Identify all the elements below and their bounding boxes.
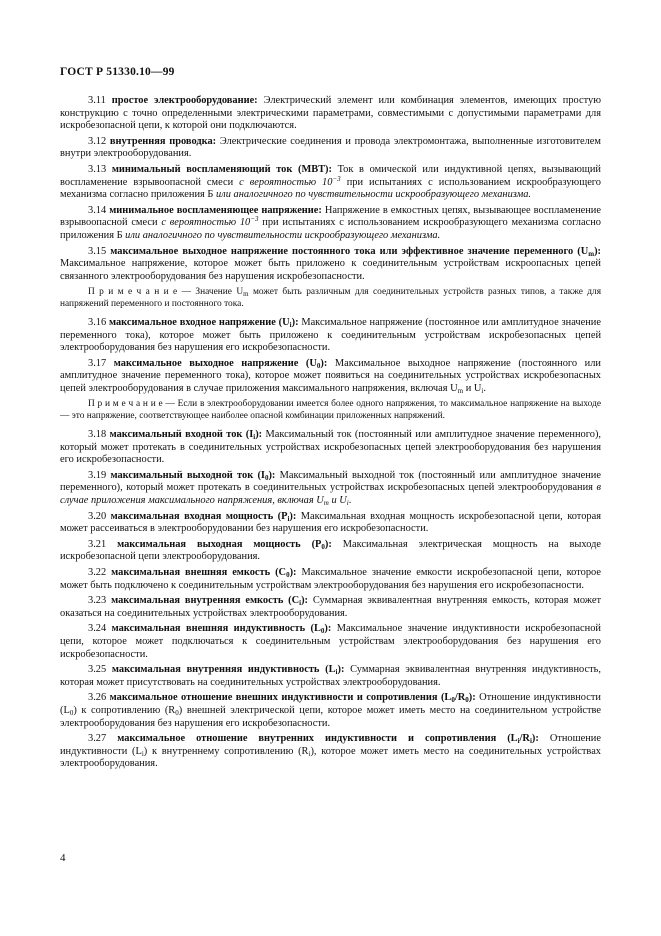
section-3-21: 3.21 максимальная выходная мощность $(P_0)$: Максимальная электрическая мощность на выходе искробезопасной цепи электрооборудования. <box>60 538 601 563</box>
section-3-11: 3.11 простое электрооборудование: Электрический элемент или комбинация элементов, имеющих простую конструкцию с точно определенными электрическими параметрами, совместимыми с допустимыми параметрами для искробезопасной цепи, к которой они подключаются. <box>60 95 601 132</box>
section-3-15: 3.15 максимальное выходное напряжение постоянного тока или эффективное значение переменного $(U_m)$: Максимальное напряжение, которое может быть приложено к соединительным устройствам искроопасных цепей связанного электрооборудования без нарушения искробезопасности. <box>60 245 601 282</box>
section-3-20: 3.20 максимальная входная мощность $(P_i)$: Максимальная входная мощность искробезопасной цепи, которая может рассеиваться в электрооборудовании без нарушения его искробезопасности. <box>60 510 601 535</box>
section-3-22: 3.22 максимальная внешняя емкость $(C_0)$: Максимальное значение емкости искробезопасной цепи, которое может быть подключено к соединительным устройствам электрооборудования без нарушения его искробезопасности. <box>60 567 601 591</box>
section-3-26: 3.26 максимальное отношение внешних индуктивности и сопротивления $(L_0/R_0)$: Отношение индуктивности $(L_0)$ к сопротивлению $(R_0)$ внешней электрической цепи, которое может иметь место на соединительном устройстве электрооборудования без нарушения его искробезопасности. <box>60 692 601 729</box>
section-3-14: 3.14 минимальное воспламеняющее напряжение: Напряжение в емкостных цепях, вызывающее воспламенение взрывоопасной смеси с вероятностью $10^{-3}$ при испытаниях с использованием искрообразующего механизма согласно приложения Б или аналогичного по чувствительности искрообразующего механизма. <box>60 204 601 241</box>
section-3-23: 3.23 максимальная внутренняя емкость $(C_i)$: Суммарная эквивалентная внутренняя емкость, которая может оказаться на соединительных устройствах электрооборудования. <box>60 595 601 619</box>
document-body <box>60 95 601 774</box>
section-3-16: 3.16 максимальное входное напряжение $(U_i)$: Максимальное напряжение (постоянное или амплитудное значение переменного тока), которое может быть приложено к соединительным устройствам искробезопасных цепей электрооборудования без нарушения его искробезопасности. <box>60 316 601 354</box>
section-3-13: 3.13 минимальный воспламеняющий ток (МВТ): Ток в омической или индуктивной цепях, вызывающий воспламенение взрывоопасной смеси с вероятностью $10^{-3}$ при испытаниях с использованием искрообразующего механизма согласно приложения Б или аналогичного по чувствительности искрообразующего механизма. <box>60 163 602 201</box>
section-3-19: 3.19 максимальный выходной ток $(I_0)$: Максимальный выходной ток (постоянный или амплитудное значение переменного), который может протекать в соединительных устройствах искробезопасных цепей электрооборудования в случае приложения максимального напряжения, включая $U_m$ и $U_i$. <box>60 469 601 508</box>
section-3-25: 3.25 максимальная внутренняя индуктивность $(L_i)$: Суммарная эквивалентная внутренняя индуктивность, которая может присутствовать на соединительных устройствах электрооборудования. <box>60 664 601 688</box>
section-3-17: 3.17 максимальное выходное напряжение $(U_0)$: Максимальное выходное напряжение (постоянного или амплитудное значение переменного тока), которое может появиться на соединительных устройствах искробезопасных цепей электрооборудования в случае приложения максимального напряжения, включая $U_m$ и $U_i$. <box>60 357 601 395</box>
note-3-15: П р и м е ч а н и е — Значение $U_m$ может быть различным для соединительных устройств разных типов, а также для напряжений переменного и постоянного тока. <box>60 287 602 310</box>
section-3-27: 3.27 максимальное отношение внутренних индуктивности и сопротивления $(L_i/R_i)$: Отношение индуктивности $(L_i)$ к внутреннему сопротивлению $(R_i)$, которое может иметь место на соединительных устройствах электрооборудования. <box>60 733 601 770</box>
document-header: ГОСТ Р 51330.10—99 <box>60 66 175 78</box>
section-3-24: 3.24 максимальная внешняя индуктивность $(L_0)$: Максимальное значение индуктивности искробезопасной цепи, которое может подключаться к соединительным устройствам электрооборудования без нарушения его искробезопасности. <box>60 623 601 660</box>
section-3-18: 3.18 максимальный входной ток $(I_i)$: Максимальный ток (постоянный или амплитудное значение переменного), который может протекать в соединительных устройствах искробезопасных цепей электрооборудования без нарушения его искробезопасности. <box>60 429 601 466</box>
page-number: 4 <box>60 852 66 864</box>
note-3-17: П р и м е ч а н и е — Если в электрооборудовании имеется более одного напряжения, то максимальное напряжение на выходе — это напряжение, соответствующее наиболее опасной комбинации приложенных напряжений. <box>60 399 602 422</box>
section-3-12: 3.12 внутренняя проводка: Электрические соединения и провода электромонтажа, выполненные изготовителем внутри электрооборудования. <box>60 135 601 160</box>
